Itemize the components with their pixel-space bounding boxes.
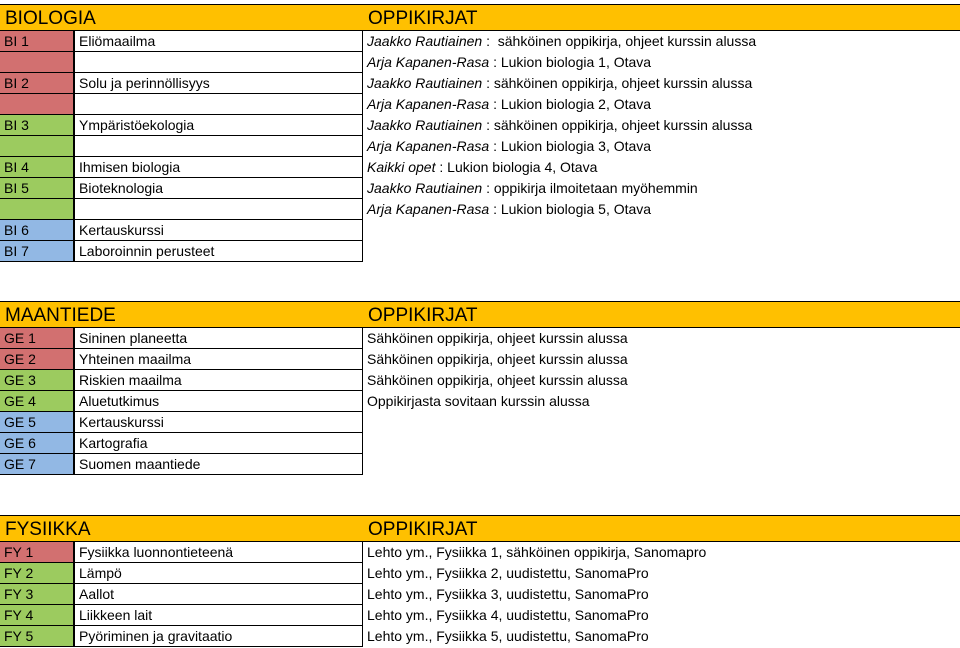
maantiede-row bbox=[0, 454, 960, 475]
book-title: Lukion biologia 4, Otava bbox=[447, 159, 598, 175]
book-title: sähköinen oppikirja, ohjeet kurssin alussa bbox=[497, 33, 757, 49]
biologia-books-title: OPPIKIRJAT bbox=[368, 8, 478, 29]
book-author: Arja Kapanen-Rasa bbox=[367, 96, 490, 112]
course-code: BI 6 bbox=[0, 220, 74, 241]
course-name bbox=[74, 199, 363, 220]
biologia-row bbox=[0, 157, 960, 178]
fysiikka-row bbox=[0, 584, 960, 605]
fysiikka-header bbox=[0, 515, 960, 542]
biologia-header bbox=[0, 4, 960, 31]
book-title: Lukion biologia 2, Otava bbox=[500, 96, 652, 112]
course-code: BI 4 bbox=[0, 157, 74, 178]
course-book bbox=[363, 94, 960, 115]
book-author: Jaakko Rautiainen bbox=[367, 33, 483, 49]
course-code: FY 5 bbox=[0, 626, 74, 647]
biologia-row bbox=[0, 199, 960, 220]
course-code: GE 2 bbox=[0, 349, 74, 370]
fysiikka-row bbox=[0, 542, 960, 563]
course-name: Eliömaailma bbox=[74, 31, 363, 52]
course-book: Lehto ym., Fysiikka 5, uudistettu, SanomaPro bbox=[367, 628, 649, 644]
maantiede-row bbox=[0, 349, 960, 370]
book-author: Arja Kapanen-Rasa bbox=[367, 201, 490, 217]
fysiikka-table bbox=[0, 515, 960, 647]
book-title: Lukion biologia 1, Otava bbox=[500, 54, 652, 70]
maantiede-row bbox=[0, 391, 960, 412]
course-name: Suomen maantiede bbox=[74, 454, 363, 475]
maantiede-row bbox=[0, 328, 960, 349]
course-name: Ympäristöekologia bbox=[74, 115, 363, 136]
book-author: Kaikki opet bbox=[367, 159, 436, 175]
course-name: Liikkeen lait bbox=[74, 605, 363, 626]
course-book bbox=[363, 241, 960, 262]
book-separator: : bbox=[489, 138, 501, 154]
course-book bbox=[363, 178, 960, 199]
course-name: Kartografia bbox=[74, 433, 363, 454]
course-book bbox=[363, 136, 960, 157]
book-author: Jaakko Rautiainen bbox=[367, 180, 483, 196]
fysiikka-row bbox=[0, 605, 960, 626]
book-title: Lukion biologia 3, Otava bbox=[500, 138, 652, 154]
course-name: Fysiikka luonnontieteenä bbox=[74, 542, 363, 563]
book-separator: : bbox=[482, 117, 494, 133]
course-book: Lehto ym., Fysiikka 4, uudistettu, SanomaPro bbox=[367, 607, 649, 623]
course-name: Lämpö bbox=[74, 563, 363, 584]
biologia-table bbox=[0, 4, 960, 262]
course-code bbox=[0, 94, 74, 115]
course-code: BI 1 bbox=[0, 31, 74, 52]
course-book bbox=[363, 115, 960, 136]
maantiede-row bbox=[0, 370, 960, 391]
course-name: Laboroinnin perusteet bbox=[74, 241, 363, 262]
course-name: Kertauskurssi bbox=[74, 220, 363, 241]
book-author: Arja Kapanen-Rasa bbox=[367, 138, 490, 154]
fysiikka-title: FYSIIKKA bbox=[5, 519, 91, 540]
biologia-row bbox=[0, 52, 960, 73]
course-code bbox=[0, 52, 74, 73]
course-book: Sähköinen oppikirja, ohjeet kurssin alussa bbox=[367, 330, 628, 346]
course-code: FY 3 bbox=[0, 584, 74, 605]
course-name: Bioteknologia bbox=[74, 178, 363, 199]
biologia-row bbox=[0, 136, 960, 157]
course-code: BI 2 bbox=[0, 73, 74, 94]
maantiede-row bbox=[0, 412, 960, 433]
course-name: Aallot bbox=[74, 584, 363, 605]
maantiede-table bbox=[0, 301, 960, 475]
course-code bbox=[0, 199, 74, 220]
course-code: BI 7 bbox=[0, 241, 74, 262]
course-book bbox=[363, 31, 960, 52]
course-book bbox=[363, 454, 960, 475]
biologia-row bbox=[0, 31, 960, 52]
book-separator: : bbox=[435, 159, 448, 175]
fysiikka-row bbox=[0, 626, 960, 647]
maantiede-header bbox=[0, 301, 960, 328]
course-name bbox=[74, 136, 363, 157]
maantiede-row bbox=[0, 433, 960, 454]
course-book bbox=[363, 199, 960, 220]
biologia-row bbox=[0, 115, 960, 136]
course-name: Kertauskurssi bbox=[74, 412, 363, 433]
book-title: oppikirja ilmoitetaan myöhemmin bbox=[493, 180, 698, 196]
book-author: Arja Kapanen-Rasa bbox=[367, 54, 490, 70]
fysiikka-books-title: OPPIKIRJAT bbox=[368, 519, 478, 540]
course-code: BI 3 bbox=[0, 115, 74, 136]
course-code: GE 7 bbox=[0, 454, 74, 475]
course-code: FY 1 bbox=[0, 542, 74, 563]
course-book: Oppikirjasta sovitaan kurssin alussa bbox=[367, 393, 590, 409]
course-name: Yhteinen maailma bbox=[74, 349, 363, 370]
fysiikka-row bbox=[0, 563, 960, 584]
course-name bbox=[74, 52, 363, 73]
course-code bbox=[0, 136, 74, 157]
course-code: GE 3 bbox=[0, 370, 74, 391]
course-book bbox=[363, 73, 960, 94]
book-author: Jaakko Rautiainen bbox=[367, 117, 483, 133]
biologia-row bbox=[0, 73, 960, 94]
course-code: GE 1 bbox=[0, 328, 74, 349]
course-book bbox=[363, 220, 960, 241]
biologia-title: BIOLOGIA bbox=[5, 8, 96, 29]
course-book bbox=[363, 52, 960, 73]
book-separator: : bbox=[482, 180, 494, 196]
course-book bbox=[363, 433, 960, 454]
book-title: sähköinen oppikirja, ohjeet kurssin alussa bbox=[493, 117, 753, 133]
course-book: Lehto ym., Fysiikka 3, uudistettu, SanomaPro bbox=[367, 586, 649, 602]
course-name: Aluetutkimus bbox=[74, 391, 363, 412]
course-name: Riskien maailma bbox=[74, 370, 363, 391]
course-name: Sininen planeetta bbox=[74, 328, 363, 349]
course-name: Ihmisen biologia bbox=[74, 157, 363, 178]
fysiikka-rows bbox=[0, 542, 960, 647]
maantiede-title: MAANTIEDE bbox=[5, 305, 116, 326]
biologia-row bbox=[0, 220, 960, 241]
course-book: Lehto ym., Fysiikka 1, sähköinen oppikirja, Sanomapro bbox=[367, 544, 707, 560]
course-book bbox=[363, 412, 960, 433]
course-code: FY 4 bbox=[0, 605, 74, 626]
course-code: BI 5 bbox=[0, 178, 74, 199]
course-name: Solu ja perinnöllisyys bbox=[74, 73, 363, 94]
course-code: FY 2 bbox=[0, 563, 74, 584]
course-code: GE 6 bbox=[0, 433, 74, 454]
course-name bbox=[74, 94, 363, 115]
book-title: Lukion biologia 5, Otava bbox=[500, 201, 652, 217]
course-code: GE 4 bbox=[0, 391, 74, 412]
biologia-rows bbox=[0, 31, 960, 262]
biologia-row bbox=[0, 178, 960, 199]
maantiede-books-title: OPPIKIRJAT bbox=[368, 305, 478, 326]
biologia-row bbox=[0, 241, 960, 262]
book-separator: : bbox=[489, 96, 501, 112]
maantiede-rows bbox=[0, 328, 960, 475]
book-author: Jaakko Rautiainen bbox=[367, 75, 483, 91]
biologia-row bbox=[0, 94, 960, 115]
course-book: Lehto ym., Fysiikka 2, uudistettu, SanomaPro bbox=[367, 565, 649, 581]
course-code: GE 5 bbox=[0, 412, 74, 433]
course-book: Sähköinen oppikirja, ohjeet kurssin alussa bbox=[367, 351, 628, 367]
book-separator: : bbox=[489, 201, 501, 217]
course-book bbox=[363, 157, 960, 178]
book-separator: : bbox=[489, 54, 501, 70]
course-book: Sähköinen oppikirja, ohjeet kurssin alussa bbox=[367, 372, 628, 388]
course-name: Pyöriminen ja gravitaatio bbox=[74, 626, 363, 647]
book-separator: : bbox=[482, 33, 498, 49]
book-title: sähköinen oppikirja, ohjeet kurssin alussa bbox=[493, 75, 753, 91]
book-separator: : bbox=[482, 75, 494, 91]
